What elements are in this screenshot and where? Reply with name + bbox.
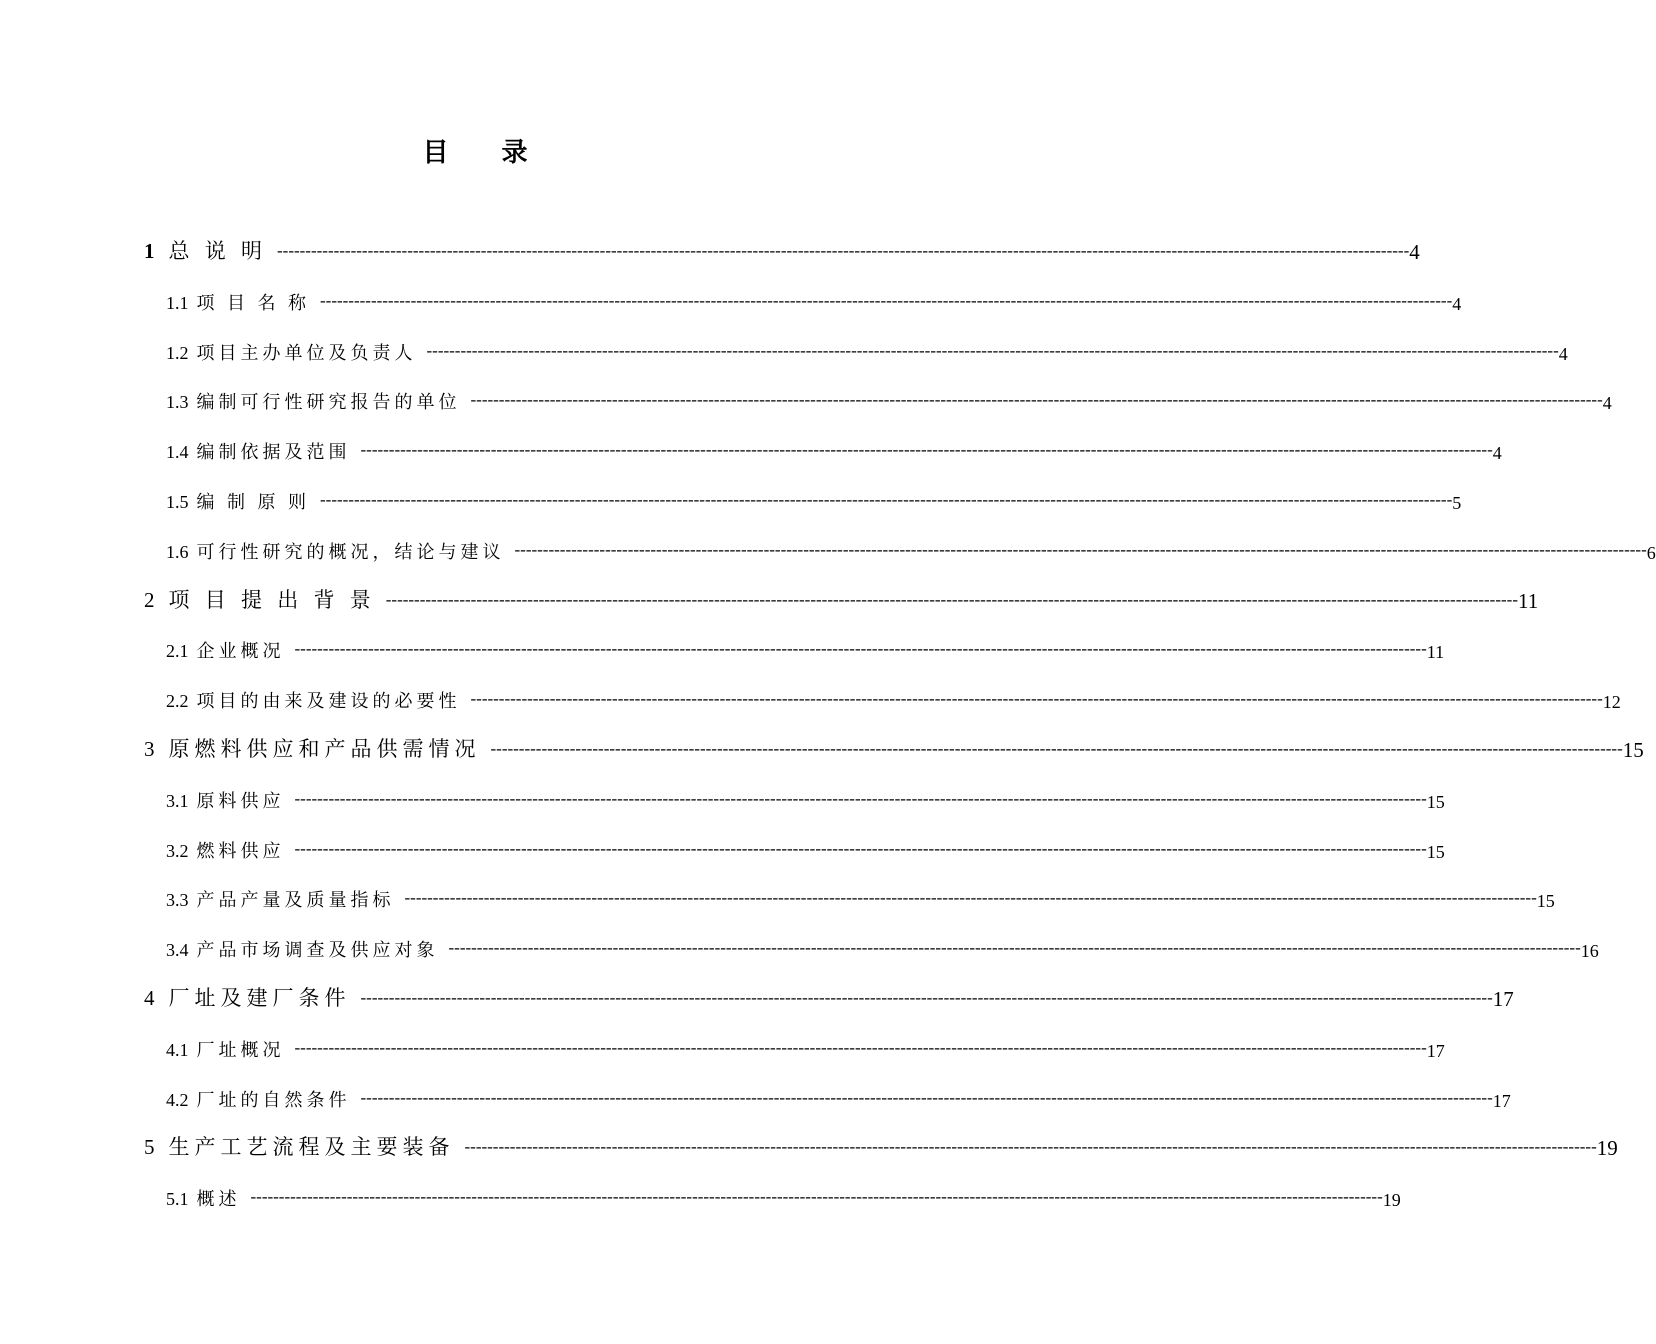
toc-entry[interactable] — [144, 582, 1539, 614]
toc-entry-text: 企业概况 — [196, 641, 285, 662]
toc-entry-number: 3.2 — [166, 840, 189, 861]
toc-entry-text: 项 目 名 称 — [196, 292, 310, 313]
toc-leader: -------------------------------------------------------------------------------------------------------------------------------------------------------------------------------------------------------- — [470, 689, 1603, 709]
toc-entry-label — [166, 1185, 251, 1211]
toc-entry-number: 2 — [144, 587, 155, 612]
toc-entry-text: 编制依据及范围 — [196, 442, 351, 463]
toc-entry-number: 1 — [144, 239, 155, 263]
toc-entry-page: 17 — [1492, 987, 1514, 1011]
toc-entry-page: 16 — [1580, 941, 1599, 962]
toc-entry-label — [166, 339, 427, 365]
toc-entry-label — [166, 886, 405, 912]
toc-entry[interactable] — [166, 333, 1568, 365]
toc-entry-label — [166, 488, 320, 514]
toc-entry-number: 2.2 — [166, 691, 189, 712]
toc-entry-number: 1.3 — [166, 392, 189, 413]
toc-entry-label — [166, 438, 361, 464]
toc-entry-label — [144, 733, 491, 763]
toc-entry[interactable] — [144, 233, 1420, 265]
toc-entry-page: 19 — [1596, 1136, 1618, 1161]
toc-leader: -------------------------------------------------------------------------------------------------------------------------------------------------------------------------------------------------------- — [250, 1187, 1383, 1207]
toc-entry-page: 15 — [1536, 891, 1555, 912]
toc-entry-text: 项 目 提 出 背 景 — [168, 587, 376, 612]
toc-entry-page: 15 — [1426, 791, 1445, 812]
toc-entry-page: 15 — [1426, 841, 1445, 862]
toc-leader: -------------------------------------------------------------------------------------------------------------------------------------------------------------------------------------------------------- — [294, 1037, 1427, 1057]
toc-entry-page: 4 — [1409, 240, 1420, 264]
toc-entry-text: 编 制 原 则 — [196, 492, 310, 512]
toc-leader: -------------------------------------------------------------------------------------------------------------------------------------------------------------------------------------------------------- — [294, 788, 1427, 808]
toc-entry[interactable] — [166, 382, 1612, 414]
toc-leader: -------------------------------------------------------------------------------------------------------------------------------------------------------------------------------------------------------- — [360, 988, 1493, 1007]
toc-entry-page: 12 — [1602, 692, 1621, 713]
toc-entry-page: 5 — [1452, 493, 1462, 513]
toc-entry[interactable] — [166, 1080, 1511, 1112]
toc-entry[interactable] — [166, 482, 1462, 514]
toc-entry-text: 产品市场调查及供应对象 — [196, 940, 439, 961]
toc-entry[interactable] — [166, 432, 1502, 464]
toc-entry-number: 3.4 — [166, 940, 189, 961]
toc-entry-number: 1.5 — [166, 492, 189, 512]
toc-entry-label — [144, 235, 277, 265]
toc-entry-text: 厂址概况 — [196, 1039, 285, 1060]
toc-entry-number: 1.6 — [166, 541, 189, 562]
toc-entry-label — [144, 982, 361, 1012]
toc-leader: -------------------------------------------------------------------------------------------------------------------------------------------------------------------------------------------------------- — [277, 241, 1410, 260]
toc-leader: -------------------------------------------------------------------------------------------------------------------------------------------------------------------------------------------------------- — [320, 490, 1453, 509]
toc-entry-label — [144, 584, 386, 614]
toc-entry-text: 总 说 明 — [168, 239, 267, 263]
toc-entry-page: 11 — [1517, 588, 1539, 613]
toc-entry-label — [166, 289, 320, 315]
toc-leader: -------------------------------------------------------------------------------------------------------------------------------------------------------------------------------------------------------- — [404, 888, 1537, 908]
toc-leader: -------------------------------------------------------------------------------------------------------------------------------------------------------------------------------------------------------- — [514, 539, 1647, 559]
toc-entry-page: 4 — [1452, 293, 1462, 314]
toc-leader: -------------------------------------------------------------------------------------------------------------------------------------------------------------------------------------------------------- — [470, 390, 1603, 410]
toc-entry-label — [166, 538, 515, 564]
toc-leader: -------------------------------------------------------------------------------------------------------------------------------------------------------------------------------------------------------- — [490, 739, 1623, 758]
toc-entry-text: 项目的由来及建设的必要性 — [196, 691, 461, 712]
toc-entry-text: 厂址及建厂条件 — [168, 986, 351, 1010]
toc-entry-number: 4.1 — [166, 1039, 189, 1060]
toc-leader: -------------------------------------------------------------------------------------------------------------------------------------------------------------------------------------------------------- — [294, 639, 1427, 659]
toc-entry-label — [144, 1131, 465, 1161]
toc-entry-label — [166, 687, 471, 713]
toc-entry-text: 燃料供应 — [196, 840, 285, 861]
toc-entry-page: 17 — [1426, 1040, 1445, 1061]
toc-entry-number: 3.3 — [166, 890, 189, 911]
toc-entry-label — [166, 837, 295, 863]
toc-entry[interactable] — [166, 283, 1462, 315]
toc-entry-text: 厂址的自然条件 — [196, 1089, 351, 1110]
toc-entry-text: 原料供应 — [196, 790, 285, 811]
toc-entry-page: 6 — [1646, 542, 1656, 563]
toc-entry-number: 1.2 — [166, 342, 189, 363]
toc-leader: -------------------------------------------------------------------------------------------------------------------------------------------------------------------------------------------------------- — [448, 938, 1581, 958]
toc-entry-page: 19 — [1382, 1190, 1401, 1211]
toc-entry-text: 可行性研究的概况，结论与建议 — [196, 541, 505, 562]
toc-entry-number: 5.1 — [166, 1189, 189, 1210]
toc-entry-page: 15 — [1622, 738, 1644, 762]
toc-entry-text: 生产工艺流程及主要装备 — [168, 1135, 455, 1160]
toc-entry[interactable] — [166, 930, 1599, 962]
toc-entry-text: 项目主办单位及负责人 — [196, 342, 417, 363]
toc-entry-label — [166, 388, 471, 414]
toc-entry[interactable] — [144, 1129, 1618, 1161]
toc-entry-number: 3.1 — [166, 790, 189, 811]
toc-entry-page: 4 — [1602, 393, 1612, 414]
toc-entry-text: 原燃料供应和产品供需情况 — [168, 737, 481, 761]
toc-entry[interactable] — [166, 781, 1445, 813]
toc-leader: -------------------------------------------------------------------------------------------------------------------------------------------------------------------------------------------------------- — [464, 1137, 1597, 1157]
toc-entry-label — [166, 1036, 295, 1062]
toc-entry-page: 17 — [1492, 1090, 1511, 1111]
toc-entry-label — [166, 936, 449, 962]
toc-entry-label — [166, 787, 295, 813]
toc-entry[interactable] — [166, 1179, 1401, 1211]
toc-entry-text: 概述 — [196, 1189, 241, 1210]
toc-entry-text: 产品产量及质量指标 — [196, 890, 395, 911]
toc-entry[interactable] — [166, 1030, 1445, 1062]
toc-leader: -------------------------------------------------------------------------------------------------------------------------------------------------------------------------------------------------------- — [426, 340, 1559, 360]
toc-entry-number: 3 — [144, 737, 155, 761]
toc-entry[interactable] — [144, 731, 1644, 763]
toc-entry-number: 2.1 — [166, 641, 189, 662]
toc-leader: -------------------------------------------------------------------------------------------------------------------------------------------------------------------------------------------------------- — [385, 589, 1518, 609]
toc-entry[interactable] — [166, 831, 1445, 863]
toc-entry-number: 4 — [144, 986, 155, 1010]
toc-leader: -------------------------------------------------------------------------------------------------------------------------------------------------------------------------------------------------------- — [320, 290, 1453, 310]
toc-leader: -------------------------------------------------------------------------------------------------------------------------------------------------------------------------------------------------------- — [360, 440, 1493, 460]
toc-entry-label — [166, 637, 295, 663]
toc-entry-number: 5 — [144, 1135, 155, 1160]
toc-title: 目 录 — [422, 138, 550, 168]
toc-entry-number: 1.4 — [166, 442, 189, 463]
toc-entry-page: 11 — [1426, 642, 1445, 663]
toc-leader: -------------------------------------------------------------------------------------------------------------------------------------------------------------------------------------------------------- — [360, 1087, 1493, 1107]
toc-entry-page: 4 — [1492, 443, 1502, 464]
toc-entry-label — [166, 1086, 361, 1112]
toc-entry-number: 4.2 — [166, 1089, 189, 1110]
toc-entry[interactable] — [166, 681, 1621, 713]
toc-leader: -------------------------------------------------------------------------------------------------------------------------------------------------------------------------------------------------------- — [294, 838, 1427, 858]
toc-entry[interactable] — [166, 532, 1656, 564]
toc-entry-text: 编制可行性研究报告的单位 — [196, 392, 461, 413]
toc-entry[interactable] — [166, 631, 1445, 663]
toc-entry-number: 1.1 — [166, 292, 189, 313]
toc-entry[interactable] — [144, 980, 1514, 1012]
toc-entry[interactable] — [166, 880, 1555, 912]
toc-entry-page: 4 — [1558, 343, 1568, 364]
